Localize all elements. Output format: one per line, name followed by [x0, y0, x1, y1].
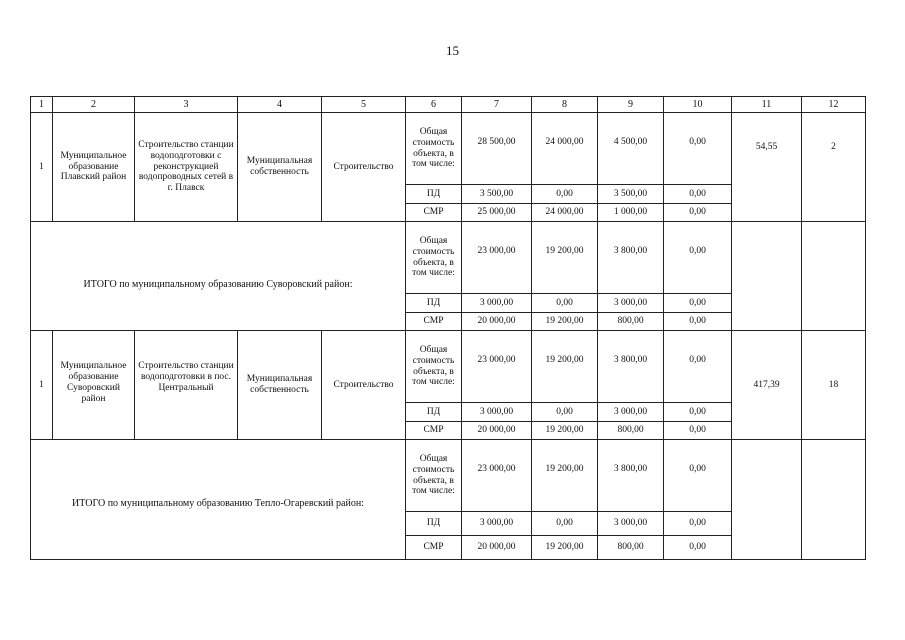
object-cell: Строительство станции водоподготовки с реконструкцией водопроводных сетей в г. Плавск: [135, 113, 238, 222]
municipality-cell: Муниципальное образование Плавский район: [53, 113, 135, 222]
ownership-cell: Муниципальная собственность: [238, 331, 322, 440]
cost-cell: 3 000,00: [598, 403, 664, 422]
cost-cell: 3 000,00: [462, 403, 532, 422]
cost-cell: 3 500,00: [462, 185, 532, 204]
column-header: 10: [664, 97, 732, 113]
work-type-cell: Строительство: [322, 113, 406, 222]
investment-table: [30, 96, 866, 560]
cost-cell: 19 200,00: [532, 536, 598, 560]
cost-cell: 0,00: [664, 331, 732, 403]
col12-cell: [802, 222, 866, 331]
row-label: Общая стоимость объекта, в том числе:: [406, 440, 462, 512]
cost-cell: 19 200,00: [532, 440, 598, 512]
cost-cell: 23 000,00: [462, 440, 532, 512]
cost-cell: 1 000,00: [598, 204, 664, 222]
cost-cell: 0,00: [664, 512, 732, 536]
header-row: [31, 97, 866, 113]
column-header: 5: [322, 97, 406, 113]
cost-cell: 20 000,00: [462, 536, 532, 560]
col12-cell: [802, 440, 866, 560]
column-header: 9: [598, 97, 664, 113]
table-row: [31, 222, 866, 294]
column-header: 3: [135, 97, 238, 113]
cost-cell: 3 500,00: [598, 185, 664, 204]
ownership-cell: Муниципальная собственность: [238, 113, 322, 222]
cost-cell: 800,00: [598, 536, 664, 560]
cost-cell: 0,00: [664, 294, 732, 313]
cost-cell: 800,00: [598, 422, 664, 440]
col12-cell: 18: [802, 331, 866, 440]
cost-cell: 3 800,00: [598, 331, 664, 403]
row-label: ПД: [406, 185, 462, 204]
table-row: [31, 331, 866, 403]
cost-cell: 24 000,00: [532, 113, 598, 185]
column-header: 4: [238, 97, 322, 113]
row-label: ПД: [406, 512, 462, 536]
cost-cell: 3 000,00: [598, 294, 664, 313]
table-row: [31, 113, 866, 185]
page-number: 15: [446, 43, 459, 58]
cost-cell: 0,00: [664, 422, 732, 440]
cost-cell: 0,00: [532, 294, 598, 313]
cost-cell: 800,00: [598, 313, 664, 331]
row-label: СМР: [406, 422, 462, 440]
cost-cell: 0,00: [664, 403, 732, 422]
column-header: 7: [462, 97, 532, 113]
col11-cell: [732, 222, 802, 331]
cost-cell: 0,00: [664, 536, 732, 560]
cost-cell: 19 200,00: [532, 422, 598, 440]
work-type-cell: Строительство: [322, 331, 406, 440]
cost-cell: 3 000,00: [462, 512, 532, 536]
cost-cell: 0,00: [664, 113, 732, 185]
object-cell: Строительство станции водоподготовки в пос. Центральный: [135, 331, 238, 440]
cost-cell: 0,00: [664, 313, 732, 331]
col11-cell: 54,55: [732, 113, 802, 222]
row-label: СМР: [406, 313, 462, 331]
cost-cell: 0,00: [532, 403, 598, 422]
item-number: 1: [31, 331, 53, 440]
cost-cell: 23 000,00: [462, 222, 532, 294]
cost-cell: 20 000,00: [462, 313, 532, 331]
cost-cell: 3 800,00: [598, 440, 664, 512]
total-label: ИТОГО по муниципальному образованию Суворовский район:: [31, 222, 406, 331]
row-label: Общая стоимость объекта, в том числе:: [406, 222, 462, 294]
municipality-cell: Муниципальное образование Суворовский район: [53, 331, 135, 440]
cost-cell: 0,00: [664, 185, 732, 204]
cost-cell: 4 500,00: [598, 113, 664, 185]
column-header: 1: [31, 97, 53, 113]
column-header: 8: [532, 97, 598, 113]
cost-cell: 19 200,00: [532, 222, 598, 294]
cost-cell: 19 200,00: [532, 313, 598, 331]
column-header: 11: [732, 97, 802, 113]
column-header: 12: [802, 97, 866, 113]
column-header: 2: [53, 97, 135, 113]
cost-cell: 23 000,00: [462, 331, 532, 403]
col12-cell: 2: [802, 113, 866, 222]
cost-cell: 3 000,00: [598, 512, 664, 536]
cost-cell: 20 000,00: [462, 422, 532, 440]
total-label: ИТОГО по муниципальному образованию Тепло-Огаревский район:: [31, 440, 406, 560]
row-label: СМР: [406, 204, 462, 222]
table-row: [31, 440, 866, 512]
item-number: 1: [31, 113, 53, 222]
column-header: 6: [406, 97, 462, 113]
col11-cell: 417,39: [732, 331, 802, 440]
cost-cell: 0,00: [532, 512, 598, 536]
cost-cell: 24 000,00: [532, 204, 598, 222]
row-label: Общая стоимость объекта, в том числе:: [406, 113, 462, 185]
row-label: ПД: [406, 294, 462, 313]
row-label: СМР: [406, 536, 462, 560]
cost-cell: 0,00: [532, 185, 598, 204]
cost-cell: 19 200,00: [532, 331, 598, 403]
col11-cell: [732, 440, 802, 560]
cost-cell: 0,00: [664, 204, 732, 222]
cost-cell: 28 500,00: [462, 113, 532, 185]
cost-cell: 3 800,00: [598, 222, 664, 294]
cost-cell: 0,00: [664, 440, 732, 512]
cost-cell: 3 000,00: [462, 294, 532, 313]
row-label: Общая стоимость объекта, в том числе:: [406, 331, 462, 403]
cost-cell: 0,00: [664, 222, 732, 294]
row-label: ПД: [406, 403, 462, 422]
cost-cell: 25 000,00: [462, 204, 532, 222]
